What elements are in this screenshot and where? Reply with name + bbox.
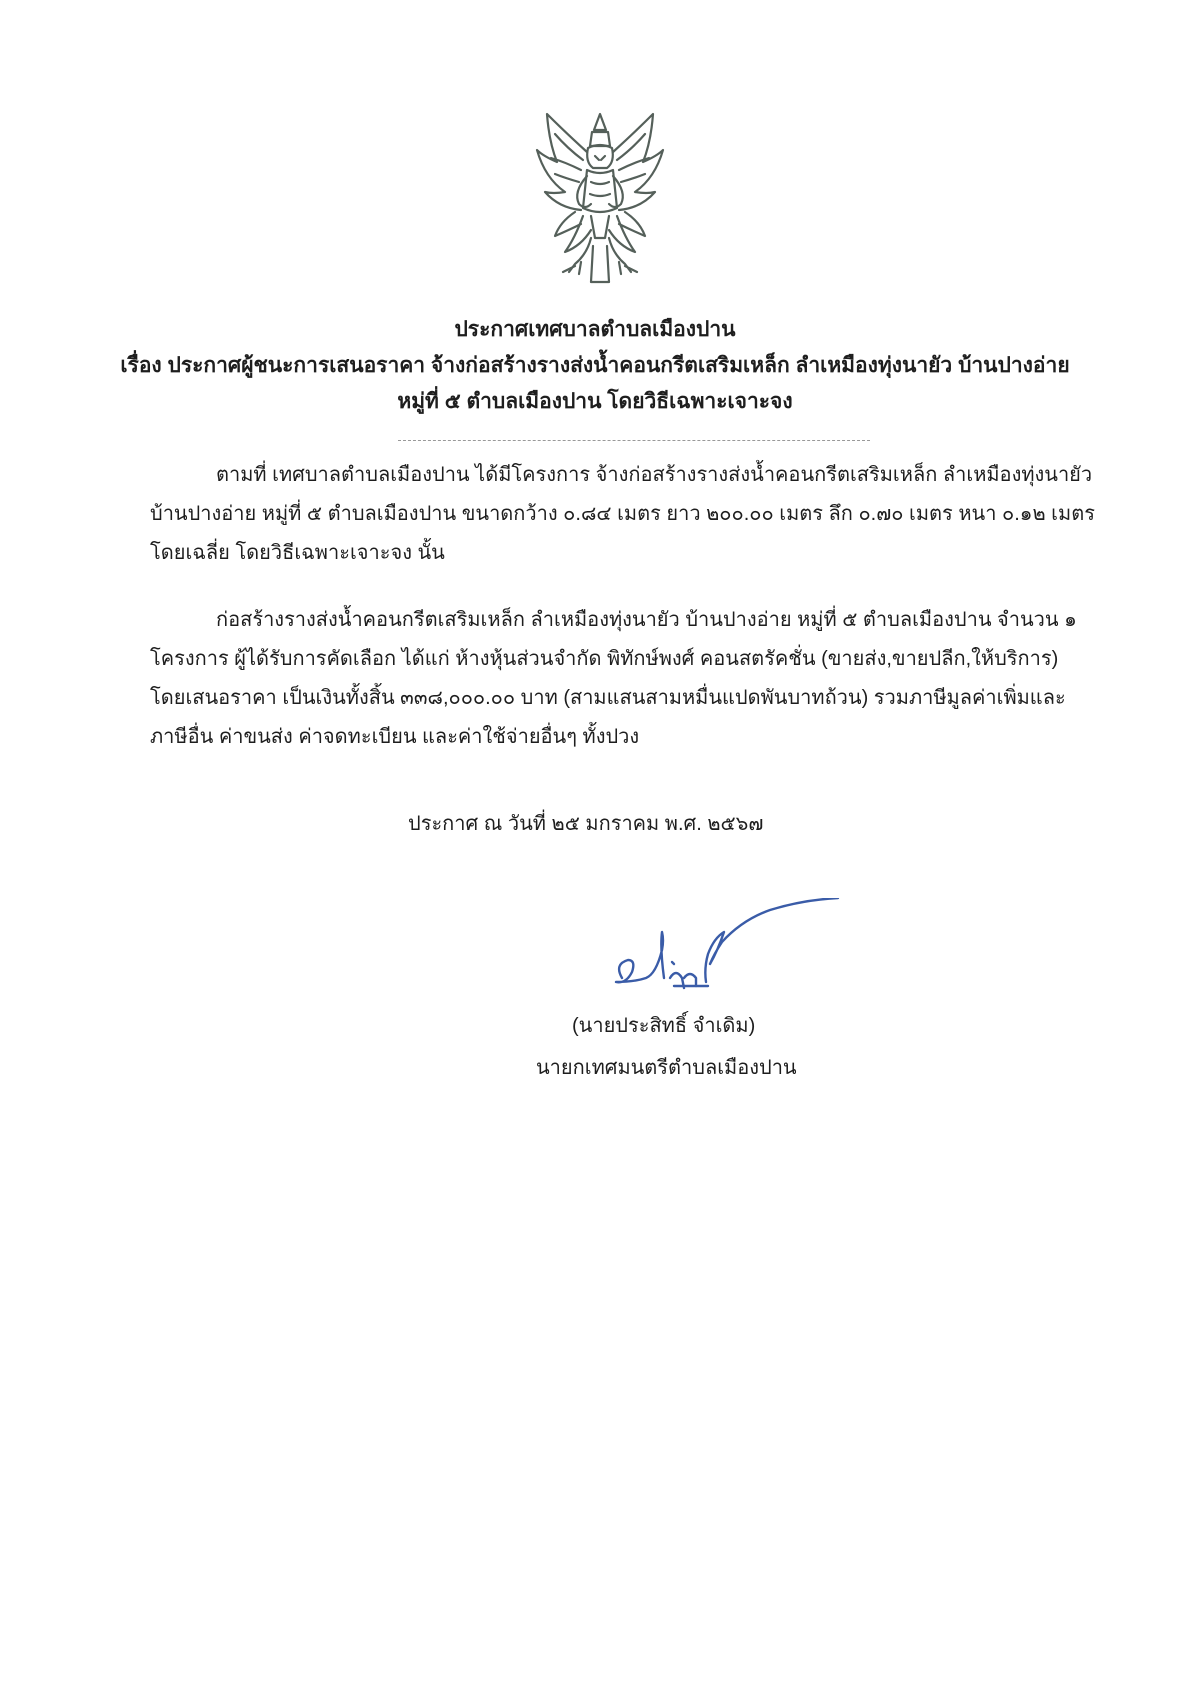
announcement-subject-line-2: หมู่ที่ ๕ ตำบลเมืองปาน โดยวิธีเฉพาะเจาะจง	[397, 390, 793, 413]
body-paragraph-2: ก่อสร้างรางส่งน้ำคอนกรีตเสริมเหล็ก ลำเหมืองทุ่งนายัว บ้านปางอ่าย หมู่ที่ ๕ ตำบลเมืองปาน จำนวน ๑ โครงการ ผู้ได้รับการคัดเลือก ได้แก่ ห้างหุ้นส่วนจำกัด พิทักษ์พงศ์ คอนสตรัคชั่น (ขายส่ง,ขายปลีก,ให้บริการ) โดยเสนอราคา เป็นเงินทั้งสิ้น ๓๓๘,๐๐๐.๐๐ บาท (สามแสนสามหมื่นแปดพันบาทถ้วน) รวมภาษีมูลค่าเพิ่มและภาษีอื่น ค่าขนส่ง ค่าจดทะเบียน และค่าใช้จ่ายอื่นๆ ทั้งปวง	[150, 609, 1077, 748]
announcement-date: ประกาศ ณ วันที่ ๒๕ มกราคม พ.ศ. ๒๕๖๗	[408, 813, 764, 835]
announcement-header	[0, 312, 1190, 420]
announcement-subject-line-1: เรื่อง ประกาศผู้ชนะการเสนอราคา จ้างก่อสร้างรางส่งน้ำคอนกรีตเสริมเหล็ก ลำเหมืองทุ่งนายัว บ้านปางอ่าย	[120, 354, 1070, 377]
signer-name: (นายประสิทธิ์ จำเดิม)	[572, 1015, 756, 1037]
announcement-title: ประกาศเทศบาลตำบลเมืองปาน	[454, 318, 736, 341]
signer-position: นายกเทศมนตรีตำบลเมืองปาน	[536, 1057, 797, 1079]
handwritten-signature	[612, 898, 844, 1000]
body-paragraph-1: ตามที่ เทศบาลตำบลเมืองปาน ได้มีโครงการ จ้างก่อสร้างรางส่งน้ำคอนกรีตเสริมเหล็ก ลำเหมืองทุ่งนายัว บ้านปางอ่าย หมู่ที่ ๕ ตำบลเมืองปาน ขนาดกว้าง ๐.๘๔ เมตร ยาว ๒๐๐.๐๐ เมตร ลึก ๐.๗๐ เมตร หนา ๐.๑๒ เมตร โดยเฉลี่ย โดยวิธีเฉพาะเจาะจง นั้น	[150, 464, 1095, 564]
garuda-emblem-icon	[535, 112, 665, 284]
header-divider	[398, 440, 870, 441]
